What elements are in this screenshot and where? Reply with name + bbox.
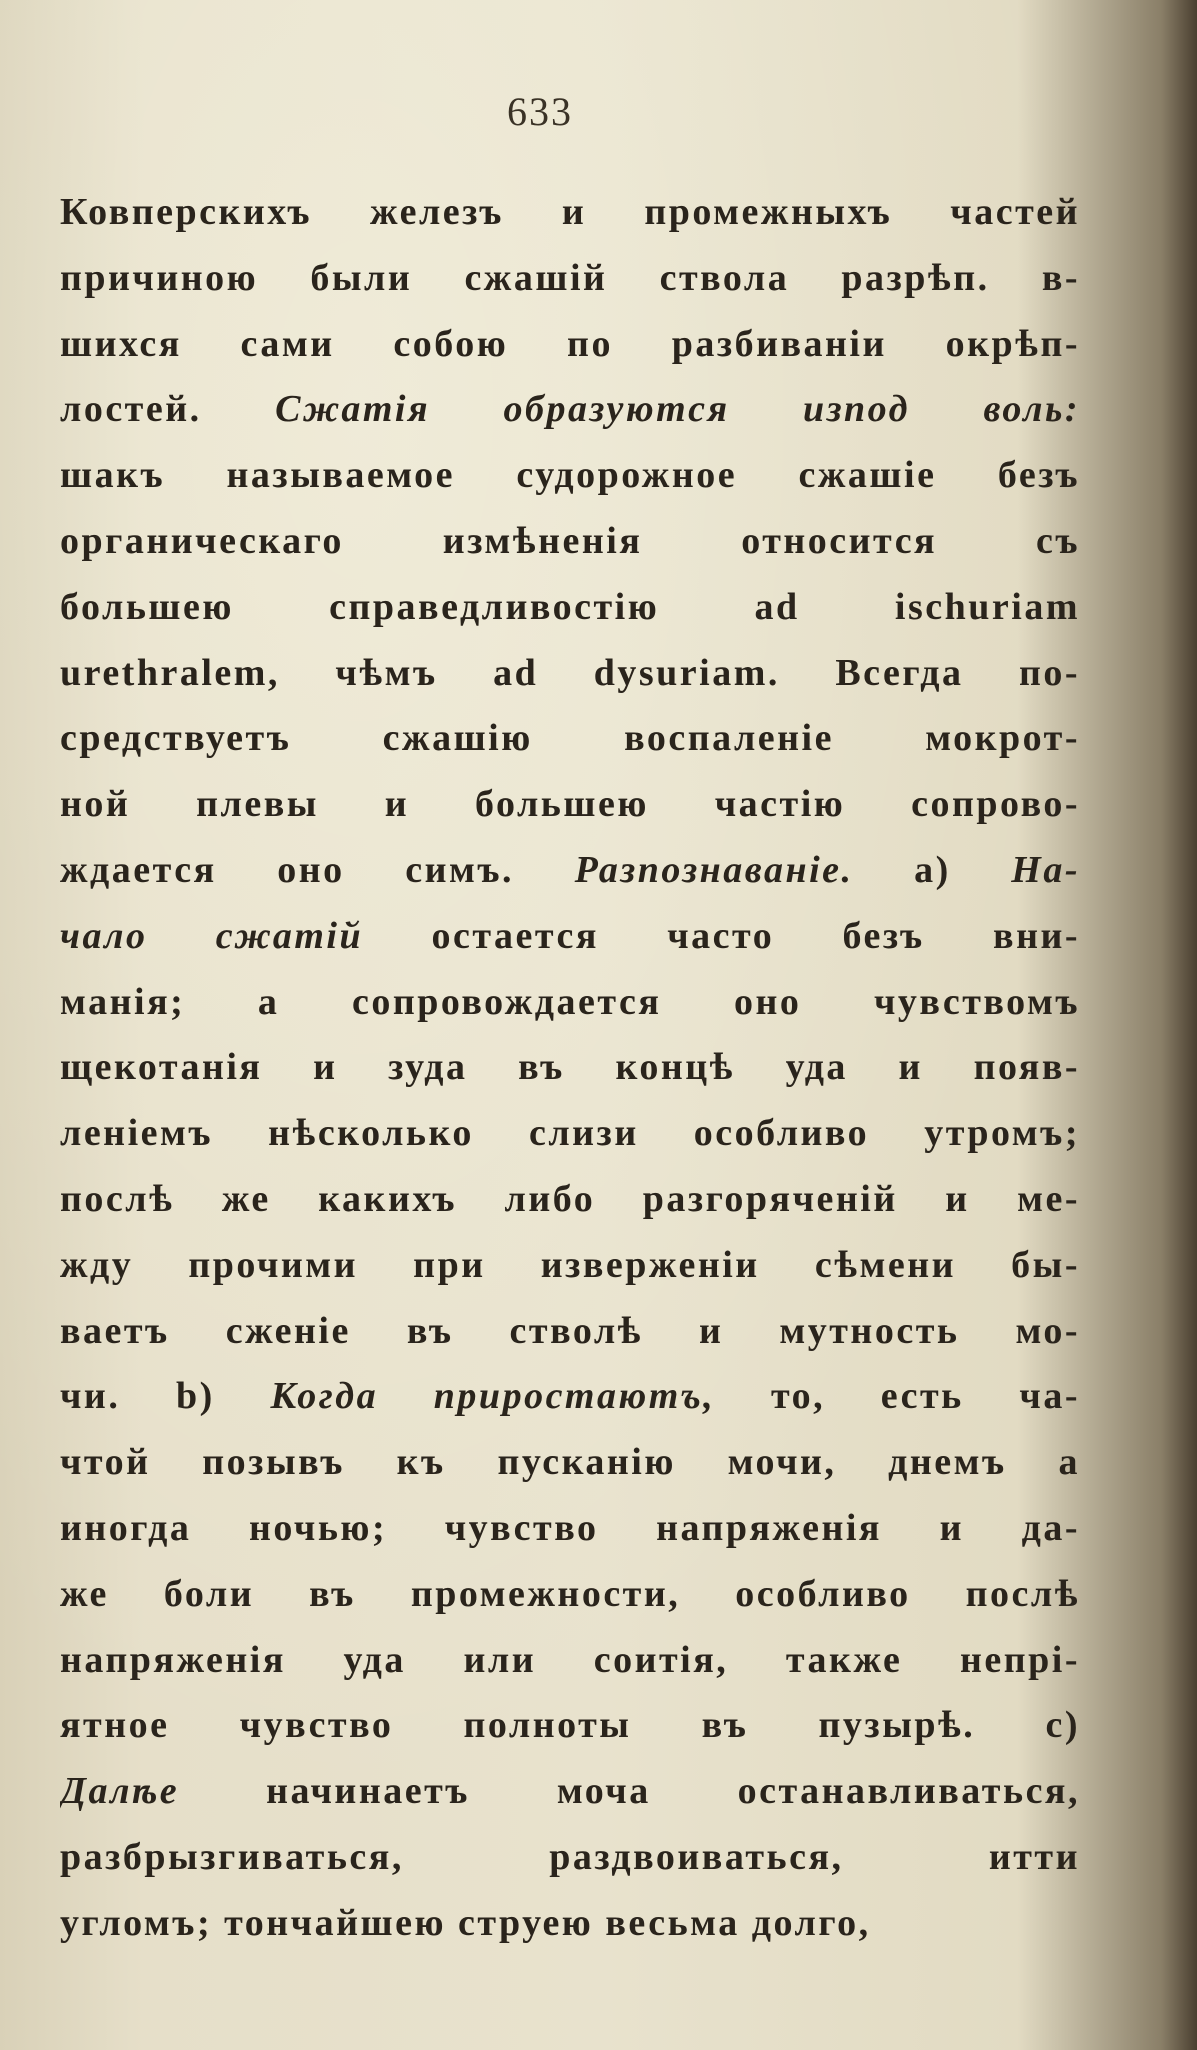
text-run: то, есть ча- xyxy=(715,1375,1080,1418)
text-line xyxy=(60,1430,1080,1496)
text-line xyxy=(60,1364,1080,1430)
text-run: разбрызгиваться, раздвоиваться, итти xyxy=(60,1835,1080,1878)
text-line xyxy=(60,1825,1080,1891)
page-number: 633 xyxy=(507,89,573,134)
text-line xyxy=(60,1759,1080,1825)
italic-text: Разпознаваніе. xyxy=(574,848,854,891)
text-run: манія; а сопровождается оно чувствомъ xyxy=(60,980,1080,1023)
text-run: причиною были сжашій ствола разрѣп. в- xyxy=(60,256,1080,299)
text-line xyxy=(60,641,1080,707)
text-line xyxy=(60,246,1080,312)
text-run: urethralem, чѣмъ ad dysuriam. Всегда по- xyxy=(60,651,1080,694)
text-line xyxy=(60,1233,1080,1299)
text-line xyxy=(60,706,1080,772)
text-run: послѣ же какихъ либо разгоряченій и ме- xyxy=(60,1177,1080,1220)
text-run: напряженія уда или соитія, также непрі- xyxy=(60,1638,1080,1681)
text-run: леніемъ нѣсколько слизи особливо утромъ; xyxy=(60,1112,1080,1155)
text-line xyxy=(60,312,1080,378)
text-run: а) xyxy=(853,848,1012,891)
text-line xyxy=(60,1496,1080,1562)
text-run: остается часто безъ вни- xyxy=(363,914,1080,957)
text-run: щекотанія и зуда въ концѣ уда и появ- xyxy=(60,1046,1080,1089)
text-run: средствуетъ сжашію воспаленіе мокрот- xyxy=(60,717,1080,760)
text-line xyxy=(60,180,1080,246)
body-text xyxy=(60,180,1080,1957)
text-run: чи. b) xyxy=(60,1375,271,1418)
text-line xyxy=(60,575,1080,641)
text-run: органическаго измѣненія относится съ xyxy=(60,519,1080,562)
text-run: ждается оно симъ. xyxy=(60,848,575,891)
text-run: лостей. xyxy=(60,388,276,431)
italic-text: Далѣе xyxy=(60,1770,180,1813)
text-run: шихся сами собою по разбиваніи окрѣп- xyxy=(60,322,1080,365)
text-line xyxy=(60,904,1080,970)
text-line xyxy=(60,1167,1080,1233)
text-line xyxy=(60,1693,1080,1759)
text-run: шакъ называемое судорожное сжашіе безъ xyxy=(60,454,1080,497)
text-line xyxy=(60,1101,1080,1167)
text-line xyxy=(60,970,1080,1036)
text-line xyxy=(60,838,1080,904)
italic-text: Сжатія образуются изпод воль: xyxy=(275,388,1080,431)
text-run: ной плевы и большею частію сопрово- xyxy=(60,783,1080,826)
text-run: же боли въ промежности, особливо послѣ xyxy=(60,1572,1080,1615)
italic-text: чало сжатій xyxy=(60,914,364,957)
text-run: Ковперскихъ железъ и промежныхъ частей xyxy=(60,191,1080,233)
text-run: ваетъ сженіе въ стволѣ и мутность мо- xyxy=(60,1309,1080,1352)
text-run: ятное чувство полноты въ пузырѣ. с) xyxy=(60,1704,1080,1747)
text-run: иногда ночью; чувство напряженія и да- xyxy=(60,1506,1080,1549)
text-line xyxy=(60,1562,1080,1628)
italic-text: Когда приростаютъ, xyxy=(270,1375,716,1418)
text-run: начинаетъ моча останавливаться, xyxy=(179,1770,1080,1813)
text-line xyxy=(60,1891,1080,1957)
text-run: угломъ; тончайшею струею весьма долго, xyxy=(60,1901,871,1944)
text-run: жду прочими при изверженіи сѣмени бы- xyxy=(60,1243,1080,1286)
text-line xyxy=(60,443,1080,509)
text-line xyxy=(60,772,1080,838)
text-line xyxy=(60,1299,1080,1365)
italic-text: На- xyxy=(1011,848,1080,891)
text-line xyxy=(60,1628,1080,1694)
text-run: чтой позывъ къ пусканію мочи, днемъ а xyxy=(60,1441,1080,1484)
text-line xyxy=(60,377,1080,443)
text-line xyxy=(60,1035,1080,1101)
text-line xyxy=(60,509,1080,575)
text-run: большею справедливостію ad ischuriam xyxy=(60,585,1080,628)
